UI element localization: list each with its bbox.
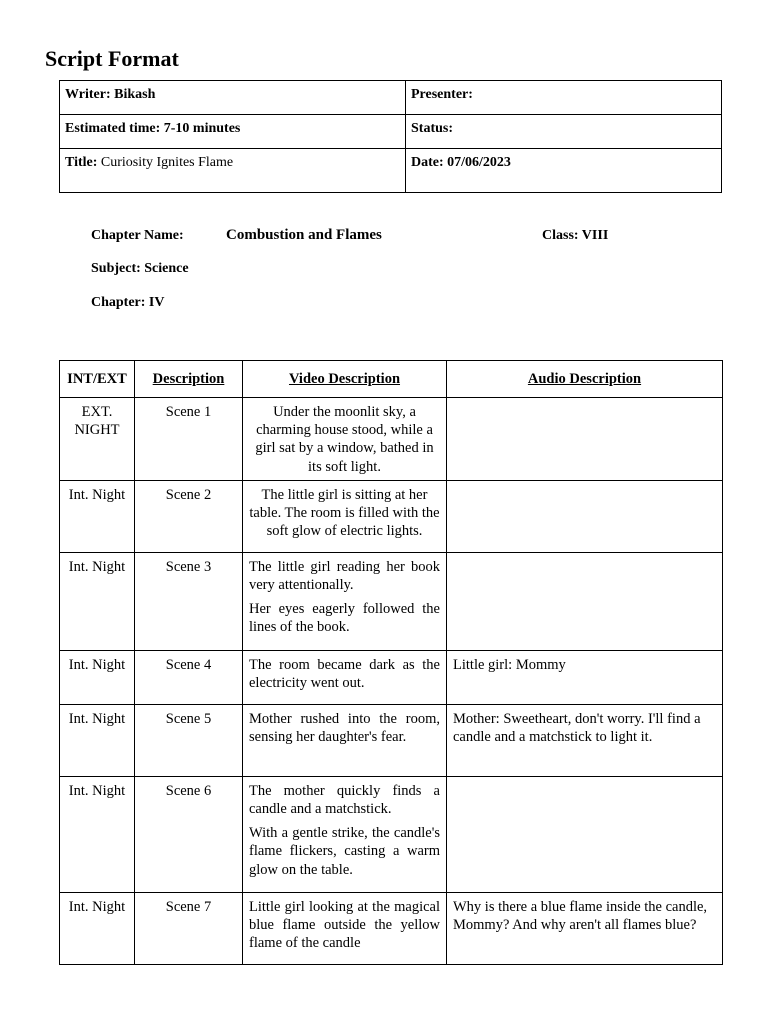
int-ext-cell: Int. Night [60, 776, 135, 892]
video-paragraph: The room became dark as the electricity went out. [249, 656, 440, 692]
estimated-label: Estimated time: [65, 121, 161, 136]
title-cell [60, 149, 406, 193]
video-paragraph: The little girl reading her book very attentionally. [249, 558, 440, 594]
video-description-cell [243, 650, 447, 704]
video-description-cell [243, 704, 447, 776]
title-label: Title: [65, 155, 98, 170]
video-paragraph: The little girl is sitting at her table. The room is filled with the soft glow of electric lights. [249, 486, 440, 540]
estimated-cell [60, 115, 406, 149]
table-row [60, 552, 723, 650]
audio-description-cell: Why is there a blue flame inside the candle, Mommy? And why aren't all flames blue? [447, 892, 723, 964]
audio-description-cell: Little girl: Mommy [447, 650, 723, 704]
scene-cell: Scene 2 [135, 480, 243, 552]
table-row [60, 892, 723, 964]
video-description-cell [243, 552, 447, 650]
video-paragraph: Little girl looking at the magical blue flame outside the yellow flame of the candle [249, 898, 440, 952]
table-row [60, 704, 723, 776]
estimated-value: 7-10 minutes [163, 121, 241, 136]
video-paragraph: With a gentle strike, the candle's flame flickers, casting a warm glow on the table. [249, 825, 440, 878]
scene-cell: Scene 4 [135, 650, 243, 704]
audio-description-cell [447, 776, 723, 892]
table-row [60, 650, 723, 704]
presenter-label: Presenter: [411, 87, 473, 102]
subject-text: Subject: Science [91, 261, 189, 276]
script-table [59, 360, 723, 965]
scene-cell: Scene 7 [135, 892, 243, 964]
video-paragraph: Under the moonlit sky, a charming house stood, while a girl sat by a window, bathed in its soft light. [255, 404, 434, 475]
video-description-cell [243, 776, 447, 892]
audio-description-cell: Mother: Sweetheart, don't worry. I'll find a candle and a matchstick to light it. [447, 704, 723, 776]
chapter-name-value: Combustion and Flames [226, 227, 382, 243]
int-ext-cell: Int. Night [60, 552, 135, 650]
chapter-number-text: Chapter: IV [91, 295, 165, 310]
int-ext-cell: Int. Night [60, 480, 135, 552]
video-paragraph: The mother quickly finds a candle and a matchstick. [249, 782, 440, 818]
info-row-writer [60, 81, 722, 115]
audio-description-cell [447, 552, 723, 650]
audio-description-cell [447, 398, 723, 481]
int-ext-cell: Int. Night [60, 704, 135, 776]
date-value: 07/06/2023 [447, 155, 511, 170]
int-ext-cell: EXT. NIGHT [60, 398, 135, 481]
int-ext-cell: Int. Night [60, 892, 135, 964]
page-title: Script Format [45, 46, 179, 71]
script-header-row [60, 361, 723, 398]
info-row-title [60, 149, 722, 193]
header-video-description: Video Description [243, 361, 447, 398]
int-ext-cell: Int. Night [60, 650, 135, 704]
writer-label: Writer: [65, 87, 111, 102]
table-row [60, 398, 723, 481]
video-description-cell [243, 892, 447, 964]
info-row-estimated [60, 115, 722, 149]
date-cell [406, 149, 722, 193]
video-description-cell [243, 480, 447, 552]
scene-cell: Scene 3 [135, 552, 243, 650]
writer-cell [60, 81, 406, 115]
info-table [59, 80, 722, 193]
class-text: Class: VIII [542, 228, 609, 243]
scene-cell: Scene 1 [135, 398, 243, 481]
scene-cell: Scene 6 [135, 776, 243, 892]
presenter-cell [406, 81, 722, 115]
chapter-name-label: Chapter Name: [91, 228, 184, 243]
writer-value: Bikash [114, 87, 156, 102]
audio-description-cell [447, 480, 723, 552]
video-description-cell [243, 398, 447, 481]
header-description: Description [135, 361, 243, 398]
scene-cell: Scene 5 [135, 704, 243, 776]
header-int-ext: INT/EXT [60, 361, 135, 398]
video-paragraph: Mother rushed into the room, sensing her daughter's fear. [249, 710, 440, 746]
table-row [60, 776, 723, 892]
header-audio-description: Audio Description [447, 361, 723, 398]
title-value: Curiosity Ignites Flame [100, 155, 234, 170]
status-label: Status: [411, 121, 454, 136]
table-row [60, 480, 723, 552]
date-label: Date: [411, 155, 444, 170]
status-cell [406, 115, 722, 149]
video-paragraph: Her eyes eagerly followed the lines of the book. [249, 601, 440, 636]
